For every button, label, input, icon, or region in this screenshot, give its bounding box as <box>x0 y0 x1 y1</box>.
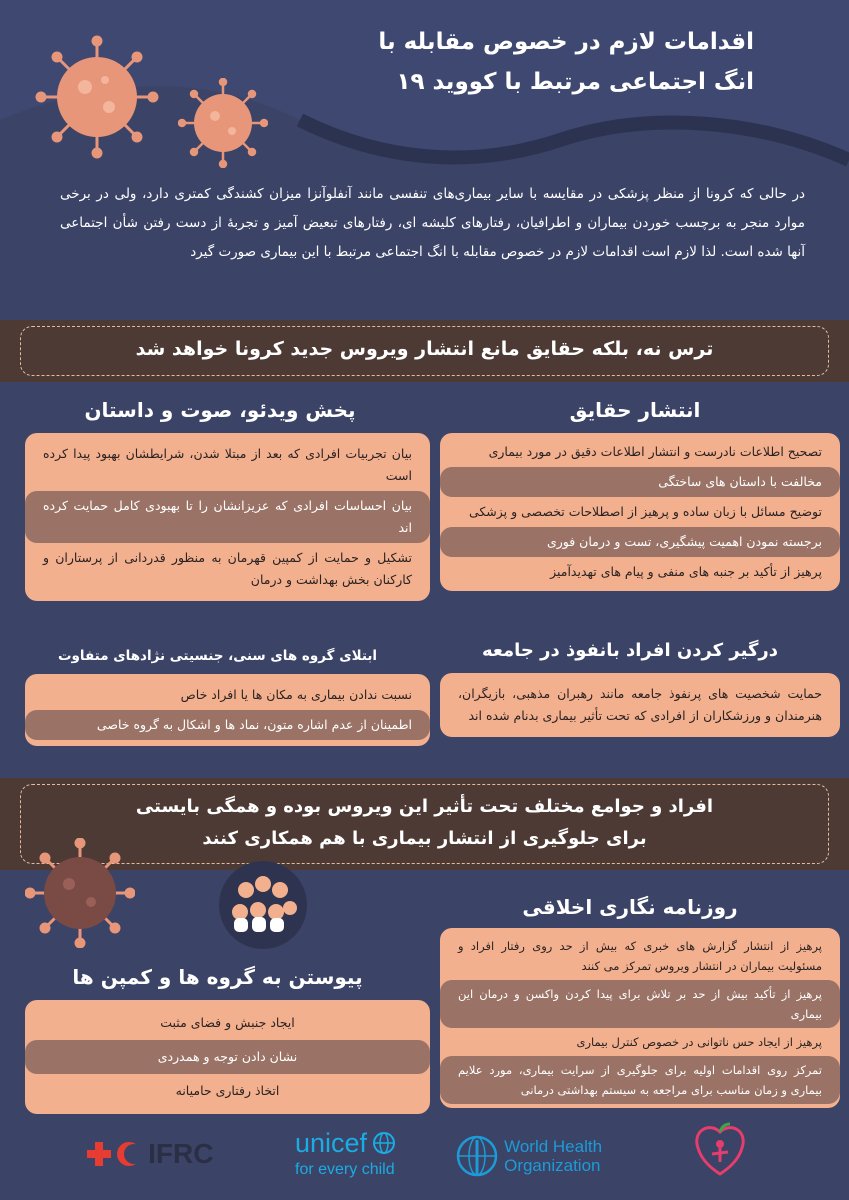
who-emblem-icon <box>455 1134 499 1178</box>
influencers-title: درگیر کردن افراد بانفوذ در جامعه <box>481 640 779 661</box>
journalism-item: پرهیز از ایجاد حس ناتوانی در خصوص کنترل بیماری <box>576 1035 822 1049</box>
facts-title: انتشار حقایق <box>569 398 701 422</box>
facts-banner <box>0 320 849 382</box>
unicef-text: unicef <box>295 1128 368 1158</box>
media-item: تشکیل و حمایت از کمپین قهرمان به منظور قدردانی از پرستاران و کارکنان بخش بهداشت و درمان <box>43 550 412 587</box>
campaign-item: اتخاذ رفتاری حامیانه <box>175 1083 280 1098</box>
groups-box <box>25 674 430 746</box>
cooperation-banner-line-1: افراد و جوامع مختلف تحت تأثیر این ویروس بوده و همگی بایستی <box>135 796 714 817</box>
journalism-item: تمرکز روی اقدامات اولیه برای جلوگیری از سرایت بیماری، مورد علایم بیماری و زمان مناسب برای مراجعه به سیستم بهداشتی درمانی <box>440 1056 840 1104</box>
page-title <box>234 22 754 102</box>
intro-paragraph: در حالی که کرونا از منظر پزشکی در مقایسه با سایر بیماری‌های تنفسی مانند آنفلوآنزا میزان کشندگی کمتری دارد، ولی در برخی موارد منجر به برچسب خوردن بیماران و اطرافیان، رفتارهای کلیشه ای، رفتارهای تبعیض آمیز و تجربهٔ از دست رفتن شأن اجتماعی آنها شده است. لذا لازم است اقدامات لازم در خصوص مقابله با انگ اجتماعی مرتبط با این بیماری صورت گیرد <box>60 186 805 260</box>
ifrc-text: IFRC <box>148 1138 214 1169</box>
partner-logos <box>0 1120 849 1200</box>
facts-item: برجسته نمودن اهمیت پیشگیری، تست و درمان فوری <box>440 527 840 557</box>
virus-icon <box>35 35 160 160</box>
facts-item: پرهیز از تأکید بر جنبه های منفی و پیام های تهدیدآمیز <box>550 564 822 579</box>
title-line-1: اقدامات لازم در خصوص مقابله با <box>378 29 754 55</box>
facts-item: تصحیح اطلاعات نادرست و انتشار اطلاعات دقیق در مورد بیماری <box>488 444 822 459</box>
who-text-line-2: Organization <box>504 1156 601 1175</box>
groups-item: نسبت ندادن بیماری به مکان ها یا افراد خاص <box>180 687 412 702</box>
groups-title: ابتلای گروه های سنی، جنسیتی نژادهای متفاوت <box>57 648 378 664</box>
journalism-title: روزنامه نگاری اخلاقی <box>522 895 738 919</box>
health-center-logo <box>690 1122 750 1186</box>
influencers-box <box>440 673 840 737</box>
media-box <box>25 433 430 601</box>
campaign-box <box>25 1000 430 1114</box>
red-cross-crescent-icon <box>85 1139 143 1169</box>
facts-item: توضیح مسائل با زبان ساده و پرهیز از اصطلاحات تخصصی و پزشکی <box>468 504 822 519</box>
influencers-text: حمایت شخصیت های پرنفوذ جامعه مانند رهبران مذهبی، بازیگران، هنرمندان و ورزشکاران از افرادی که تحت تأثیر بیماری بدنام شده اند <box>458 686 822 723</box>
journalism-box <box>440 928 840 1108</box>
facts-banner-text: ترس نه، بلکه حقایق مانع انتشار ویروس جدید کرونا خواهد شد <box>135 338 714 360</box>
ifrc-logo <box>85 1138 213 1170</box>
campaign-title: پیوستن به گروه ها و کمپن ها <box>72 965 363 989</box>
journalism-item: پرهیز از انتشار گزارش های خبری که بیش از حد روی رفتار افراد و مسئولیت بیماران در انتشار ویروس تمرکز می کنند <box>458 939 822 973</box>
unicef-logo <box>295 1128 396 1179</box>
media-item: بیان احساسات افرادی که عزیزانشان را تا بهبودی کامل حمایت کرده اند <box>25 491 430 543</box>
who-text-line-1: World Health <box>504 1137 603 1156</box>
people-group-icon <box>218 860 308 950</box>
unicef-tagline: for every child <box>295 1161 395 1178</box>
campaign-item: نشان دادن توجه و همدردی <box>25 1040 430 1074</box>
groups-item: اطمینان از عدم اشاره متون، نماد ها و اشکال به گروه خاصی <box>25 710 430 740</box>
journalism-item: پرهیز از تأکید بیش از حد بر تلاش برای پیدا کردن واکسن و درمان این بیماری <box>440 980 840 1028</box>
facts-item: مخالفت با داستان های ساختگی <box>440 467 840 497</box>
media-title: پخش ویدئو، صوت و داستان <box>84 398 356 422</box>
media-item: بیان تجربیات افرادی که بعد از مبتلا شدن، شرایطشان بهبود پیدا کرده است <box>43 446 412 483</box>
title-line-2: انگ اجتماعی مرتبط با کووید ۱۹ <box>396 69 754 95</box>
apple-heart-icon <box>690 1122 750 1182</box>
campaign-item: ایجاد جنبش و فضای مثبت <box>160 1015 295 1030</box>
unicef-globe-icon <box>372 1131 396 1155</box>
facts-box <box>440 433 840 591</box>
who-logo <box>455 1134 602 1178</box>
cooperation-banner-line-2: برای جلوگیری از انتشار بیماری با هم همکاری کنند <box>202 828 647 849</box>
virus-icon <box>25 838 135 948</box>
